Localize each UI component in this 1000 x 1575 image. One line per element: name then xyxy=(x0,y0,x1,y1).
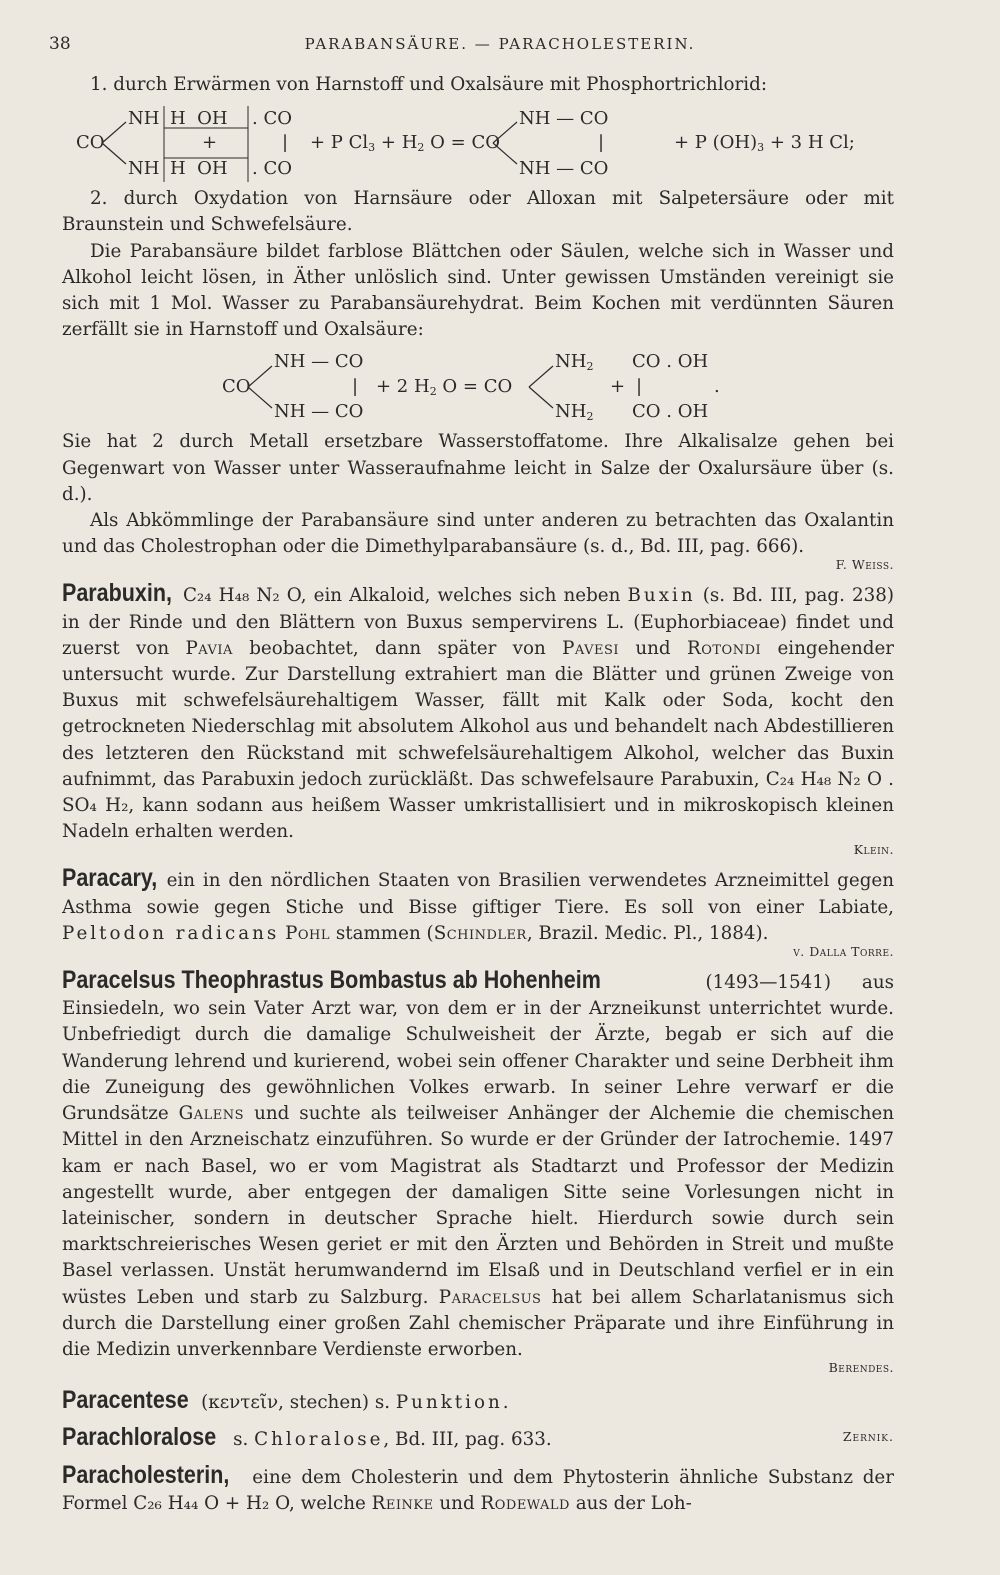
co-top: . CO xyxy=(252,108,292,130)
entry-parachloralose: Parachloralose s. Chloralose, Bd. III, pag. 633. Zernik. xyxy=(62,1423,894,1452)
plus-mid: + xyxy=(202,132,218,154)
headword-paracelsus: Paracelsus Theophrastus Bombastus ab Hohenheim xyxy=(62,966,601,995)
ring-bar-2: | xyxy=(352,376,359,398)
headword-paracholesterin: Paracholesterin, xyxy=(62,1460,230,1489)
entry-paracary: Paracary, ein in den nördlichen Staaten von Brasilien verwendetes Arzneimittel gegen Asthma sowie gegen Stiche und Bisse giftiger Tiere. Es soll von einer Labiate, Peltodon radicans Pohl stammen (Schindler, Brazil. Medic. Pl., 1884). xyxy=(62,864,894,944)
entry-paracentese: Paracentese (κεντεῖν, stechen) s. Punktion. xyxy=(62,1386,512,1415)
page-number: 38 xyxy=(49,34,71,54)
headword-parabuxin: Parabuxin, xyxy=(62,579,172,608)
step-1: 1. durch Erwärmen von Harnstoff und Oxalsäure mit Phosphortrichlorid: xyxy=(90,74,768,95)
paragraph-properties: Die Parabansäure bildet farblose Blättchen oder Säulen, welche sich in Wasser und Alkohol leicht lösen, in Äther unlöslich sind. Unter gewissen Umständen vereinigt sie sich mit 1 Mol. Wasser zu Parabansäurehydrat. Beim Kochen mit verdünnten Säuren zerfällt sie in Harnstoff und Oxalsäure: xyxy=(62,240,894,341)
entry-parabuxin: Parabuxin, C₂₄ H₄₈ N₂ O, ein Alkaloid, welches sich neben Buxin (s. Bd. III, pag. 238) in der Rinde und den Blättern von Buxus sempervirens L. (Euphorbiaceae) findet und zuerst von Pavia beobachtet, dann später von Pavesi und Rotondi eingehender untersucht wurde. Zur Darstellung extrahiert man die Blätter und grünen Zweige von Buxus mit schwefelsäurehaltigem Wasser, fällt mit Kalk oder Soda, kocht den getrockneten Niederschlag mit absolutem Alkohol aus und behandelt nach Abdestillieren des letzteren den Rückstand mit schwefelsäurehaltigem Alkohol, welcher das Buxin aufnimmt, das Parabuxin jedoch zurückläßt. Das schwefelsaure Parabuxin, C₂₄ H₄₈ N₂ O . SO₄ H₂, kann sodann aus heißem Wasser umkristallisiert und in mikroskopisch kleinen Nadeln erhalten werden. xyxy=(62,579,895,843)
nh-bot: NH xyxy=(128,158,160,180)
product-bottom: NH — CO xyxy=(519,158,609,180)
reaction-middle: + P $Cl_3 + H_2$ O = CO xyxy=(310,132,500,155)
bar-mid: | xyxy=(282,132,289,154)
ring-top-2: NH — CO xyxy=(274,351,364,373)
h-oh-bot: H OH xyxy=(170,158,228,180)
nh-top: NH xyxy=(128,108,160,130)
running-header xyxy=(0,34,1000,60)
formula-harnstoff-oxalsaeure xyxy=(62,102,894,184)
co-oh-top: CO . OH xyxy=(632,351,709,373)
signature-weiss: F. Weiss. xyxy=(835,557,894,573)
paragraph-derivatives: Als Abkömmlinge der Parabansäure sind unter anderen zu betrachten das Oxalantin und das Cholestrophan oder die Dimethylparabansäure (s. d., Bd. III, pag. 666). xyxy=(62,510,894,558)
signature-zernik: Zernik. xyxy=(842,1429,894,1445)
signature-klein: Klein. xyxy=(853,842,894,858)
paragraph-salts: Sie hat 2 durch Metall ersetzbare Wasserstoffatome. Ihre Alkalisalze gehen bei Gegenwart von Wasser unter Wasseraufnahme leicht in Salze der Oxalursäure über (s. d.). xyxy=(62,431,894,505)
product-bar: | xyxy=(598,132,605,154)
headword-parachloralose: Parachloralose xyxy=(62,1423,217,1452)
running-title: PARABANSÄURE. — PARACHOLESTERIN. xyxy=(304,35,696,53)
reaction-middle-2: + 2 $H_2$ O = CO xyxy=(376,376,513,399)
nh2-bottom: $NH_2$ xyxy=(555,401,594,424)
co-left-2: CO xyxy=(222,376,251,398)
entry-paracholesterin: Paracholesterin, eine dem Cholesterin und dem Phytosterin ähnliche Substanz der Formel C₂₆ H₄₄ O + H₂ O, welche Reinke und Rodewald aus der Loh- xyxy=(62,1460,894,1514)
product-top: NH — CO xyxy=(519,108,609,130)
co-bot: . CO xyxy=(252,158,292,180)
headword-paracary: Paracary, xyxy=(62,864,158,893)
formula-hydrolysis xyxy=(62,347,894,427)
co-oh-bar: | xyxy=(636,376,643,398)
formula-2-dot: . xyxy=(714,376,720,398)
article-body xyxy=(62,72,894,1517)
co-oh-bottom: CO . OH xyxy=(632,401,709,423)
ring-bottom-2: NH — CO xyxy=(274,401,364,423)
reaction-tail: + P $(OH)_3 + 3$ H Cl; xyxy=(674,132,855,155)
plus-2: + xyxy=(610,376,626,398)
entry-paracelsus: Paracelsus Theophrastus Bombastus ab Hohenheim (1493—1541) aus Einsiedeln, wo sein Vater Arzt war, von dem er in der Arzneikunst unterrichtet wurde. Unbefriedigt durch die damalige Schulweisheit der Ärzte, begab er sich auf die Wanderung lehrend und kurierend, wobei sein offener Charakter und seine Derbheit ihm die Zuneigung des gewöhnlichen Volkes erwarb. In seiner Lehre verwarf er die Grundsätze Galens und suchte als teilweiser Anhänger der Alchemie die chemischen Mittel in den Arzneischatz einzuführen. So wurde er der Gründer der Iatrochemie. 1497 kam er nach Basel, wo er vom Magistrat als Stadtarzt und Professor der Medizin angestellt wurde, aber entgegen der damaligen Sitte seine Vorlesungen nicht in lateinischer, sondern in deutscher Sprache hielt. Hierdurch sowie durch sein marktschreierisches Wesen geriet er mit den Ärzten und Behörden in Streit und mußte Basel verlassen. Unstät herumwandernd im Elsaß und in Deutschland verfiel er in ein wüstes Leben und starb zu Salzburg. Paracelsus hat bei allem Scharlatanismus sich durch die Darstellung einer großen Zahl chemischer Präparate und ihre Einführung in die Medizin unverkennbare Verdienste erworben. xyxy=(62,966,895,1360)
signature-dalla-torre: v. Dalla Torre. xyxy=(793,944,894,960)
headword-paracentese: Paracentese xyxy=(62,1386,189,1415)
step-2: 2. durch Oxydation von Harnsäure oder Alloxan mit Salpetersäure oder mit Braunstein und Schwefelsäure. xyxy=(62,188,894,236)
nh2-top: $NH_2$ xyxy=(555,351,594,374)
signature-berendes: Berendes. xyxy=(828,1360,894,1376)
h-oh-top: H OH xyxy=(170,108,228,130)
co-left: CO xyxy=(76,132,105,154)
